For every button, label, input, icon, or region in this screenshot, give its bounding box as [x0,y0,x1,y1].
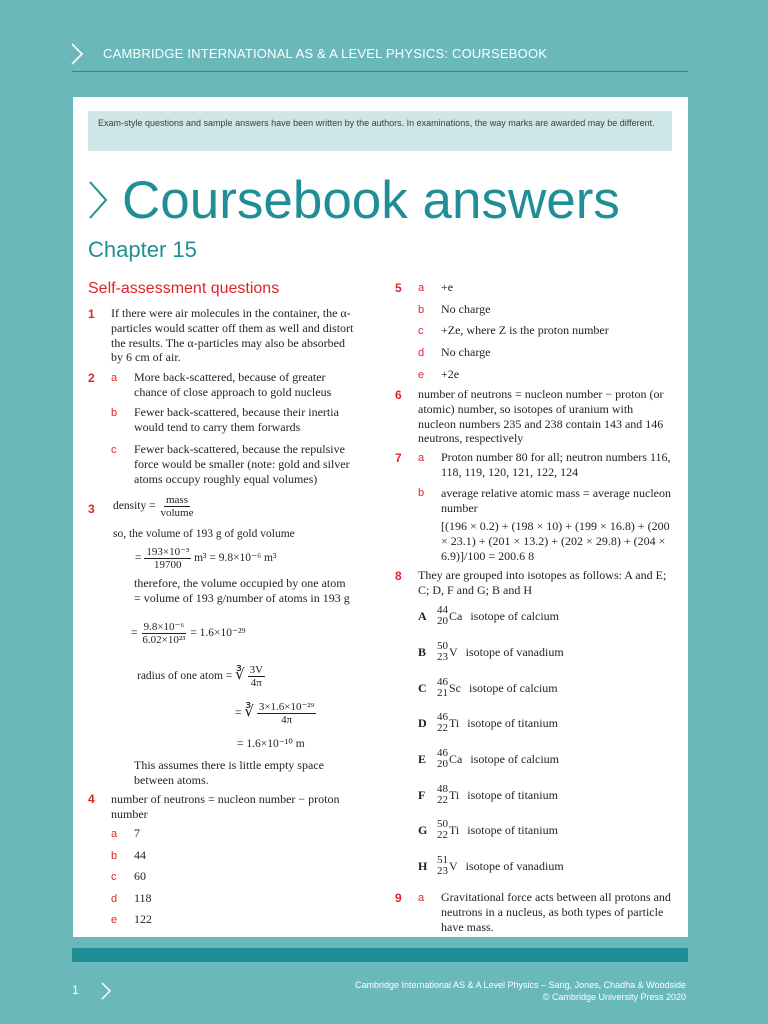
element-symbol: Ca [449,608,463,623]
isotope-description: isotope of vanadium [465,644,564,659]
numerator: 9.8×10⁻⁶ [143,621,185,633]
fraction [248,664,265,689]
part-label: d [418,347,425,359]
part-label: b [111,407,118,419]
isotope-letter: E [418,751,427,766]
part-label: a [111,828,118,840]
proton-number: 20 [437,615,448,627]
page-number: 1 [72,983,79,997]
question-number: 4 [88,792,95,806]
isotope-letter: B [418,644,427,659]
part-label: e [111,914,118,926]
proton-number: 22 [437,794,448,806]
nuclide-numbers [432,641,448,663]
isotope-letter: D [418,715,427,730]
proton-number: 22 [437,722,448,734]
nuclide-numbers [432,855,448,877]
answer-text: Gravitational force acts between all protons and neutrons in a nucleus, as both types of particle have mass. [441,890,671,934]
proton-number: 23 [437,651,448,663]
element-symbol: Sc [449,680,461,695]
answer-text: If there were air molecules in the container, the α-particles would scatter off them as well and distort the results. The α-particles may also be absorbed by 6 cm of air. [111,306,354,365]
element-symbol: Ti [449,822,460,837]
equation-rhs: m³ = 9.8×10⁻⁶ m³ [194,552,277,565]
nuclide-numbers [432,605,448,627]
isotope-description: isotope of titanium [467,787,558,802]
answer-text: 122 [134,912,152,926]
page-sheet [73,97,688,937]
fraction [144,546,191,571]
nuclide-numbers [432,784,448,806]
equation-rhs: = 1.6×10⁻²⁹ [190,627,246,640]
nuclide-numbers [432,748,448,770]
denominator: 19700 [154,559,182,571]
isotope-entry [418,819,558,841]
fraction [140,621,187,646]
answer-text: Fewer back-scattered, because their inertia would tend to carry them forwards [134,405,339,434]
exam-notice: Exam-style questions and sample answers have been written by the authors. In examinations, the way marks are awarded may be different. [88,111,672,151]
mass-number: 48 [437,783,448,795]
radius-result: = 1.6×10⁻¹⁰ m [237,738,305,750]
question-number: 1 [88,307,95,321]
isotope-entry [418,855,564,877]
mass-number: 50 [437,818,448,830]
equation-lhs: density = [113,500,156,513]
answer-text: number of neutrons = nucleon number − proton (or atomic) number, so isotopes of uranium with nucleon numbers 235 and 238 contain 143 and 146 neutrons, respectively [418,387,664,446]
footer-book: Cambridge International AS & A Level Physics – Sang, Jones, Chadha & Woodside [354,980,686,990]
isotope-description: isotope of calcium [470,608,559,623]
proton-number: 21 [437,687,448,699]
footer-credits [355,979,686,1003]
answer-text: This assumes there is little empty space between atoms. [134,758,324,787]
top-bar [0,0,768,72]
answer-text: 7 [134,826,140,840]
atom-volume-equation: = $\frac{\text{9.8×10⁻⁶}}{\text{6.02×10²³}}$ = 1.6×10⁻²⁹ [131,621,246,646]
chevron-right-icon [100,981,112,1001]
answer-text: Proton number 80 for all; neutron numbers 116, 118, 119, 120, 121, 122, 124 [441,450,671,479]
isotope-letter: G [418,822,428,837]
isotope-description: isotope of titanium [467,822,558,837]
isotope-letter: A [418,608,427,623]
part-label: c [111,444,117,456]
isotope-description: isotope of vanadium [465,858,564,873]
answer-text: More back-scattered, because of greater chance of close approach to gold nucleus [134,370,332,399]
denominator: 6.02×10²³ [142,634,186,646]
isotope-entry [418,748,559,770]
isotope-entry [418,677,558,699]
mass-number: 46 [437,747,448,759]
answer-text: +2e [441,367,460,381]
part-label: a [111,372,118,384]
part-label: a [418,282,425,294]
calculation-text: [(196 × 0.2) + (198 × 10) + (199 × 16.8) + (200 × 23.1) + (201 × 13.2) + (202 × 29.8) + (204 × 6.9)]/100 = 200.6 8 [441,519,670,563]
answer-text: Fewer back-scattered, because the repulsive force would be smaller (note: gold and silver atoms occupy roughly equal volumes) [134,442,350,486]
part-label: b [418,487,425,499]
header-divider [72,71,688,72]
section-heading: Self-assessment questions [88,280,280,297]
isotope-entry [418,605,559,627]
question-number: 5 [395,281,402,295]
answer-text: 44 [134,848,146,862]
part-label: b [111,850,118,862]
question-number: 7 [395,451,402,465]
answer-text: +Ze, where Z is the proton number [441,323,609,337]
nuclide-numbers [432,712,448,734]
part-label: e [418,369,425,381]
question-number: 2 [88,371,95,385]
radius-substitution: = ∛ $\frac{\text{3×1.6×10⁻²⁹}}{4\pi}$ [235,701,315,726]
part-label: a [418,892,425,904]
isotope-entry [418,784,558,806]
answer-text: 60 [134,869,146,883]
numerator: 3×1.6×10⁻²⁹ [258,701,315,713]
isotope-entry [418,641,564,663]
denominator: 4π [250,677,262,689]
answer-text: average relative atomic mass = average nucleon number [441,486,671,515]
chapter-heading: Chapter 15 [88,237,197,262]
proton-number: 22 [437,829,448,841]
element-symbol: Ti [449,787,460,802]
mass-number: 50 [437,640,448,652]
numerator: 193×10⁻³ [146,546,190,558]
isotope-description: isotope of calcium [469,680,558,695]
mass-number: 51 [437,854,448,866]
fraction [158,494,195,519]
part-label: d [111,893,118,905]
nuclide-numbers [432,677,448,699]
answer-text: therefore, the volume occupied by one atom = volume of 193 g/number of atoms in 193 g [134,576,350,605]
isotope-entry [418,712,558,734]
proton-number: 20 [437,758,448,770]
numerator: mass [165,494,188,506]
element-symbol: Ca [449,751,463,766]
part-label: a [418,452,425,464]
fraction [257,701,317,726]
isotope-letter: F [418,787,426,802]
page-title [88,165,620,235]
isotope-letter: H [418,858,428,873]
part-label: c [111,871,117,883]
answer-text: +e [441,280,454,294]
mass-number: 44 [437,604,448,616]
answer-text: No charge [441,302,491,316]
question-number: 6 [395,388,402,402]
density-equation [113,494,195,519]
chevron-right-icon [70,42,84,66]
isotope-description: isotope of titanium [467,715,558,730]
answer-text: They are grouped into isotopes as follows: A and E; C; D, F and G; B and H [418,568,667,597]
mass-number: 46 [437,676,448,688]
question-number: 8 [395,569,402,583]
equation-line: so, the volume of 193 g of gold volume [113,528,295,540]
part-label: c [418,325,424,337]
isotope-letter: C [418,680,427,695]
element-symbol: V [449,858,458,873]
element-symbol: V [449,644,458,659]
volume-equation: = $\frac{\text{193×10⁻³}}{19700}$ m³ = 9.8×10⁻⁶ m³ [135,546,277,571]
answer-text: 118 [134,891,152,905]
answer-text: No charge [441,345,491,359]
book-title: CAMBRIDGE INTERNATIONAL AS & A LEVEL PHYSICS: COURSEBOOK [103,46,548,61]
proton-number: 23 [437,865,448,877]
question-number: 3 [88,502,95,516]
radius-equation: radius of one atom = ∛ $\frac{3V}{4\pi}$ [137,664,264,689]
part-label: b [418,304,425,316]
numerator: 3V [249,664,264,676]
mass-number: 46 [437,711,448,723]
equation-lhs: radius of one atom = [137,670,233,683]
page-title-text: Coursebook answers [122,170,620,230]
denominator: 4π [281,714,293,726]
denominator: volume [160,507,194,519]
element-symbol: Ti [449,715,460,730]
isotope-description: isotope of calcium [470,751,559,766]
footer-copyright: © Cambridge University Press 2020 [542,992,686,1002]
answer-text: number of neutrons = nucleon number − proton number [111,792,340,821]
question-number: 9 [395,891,402,905]
footer-strip [72,948,688,962]
nuclide-numbers [432,819,448,841]
chevron-right-icon [88,180,108,220]
